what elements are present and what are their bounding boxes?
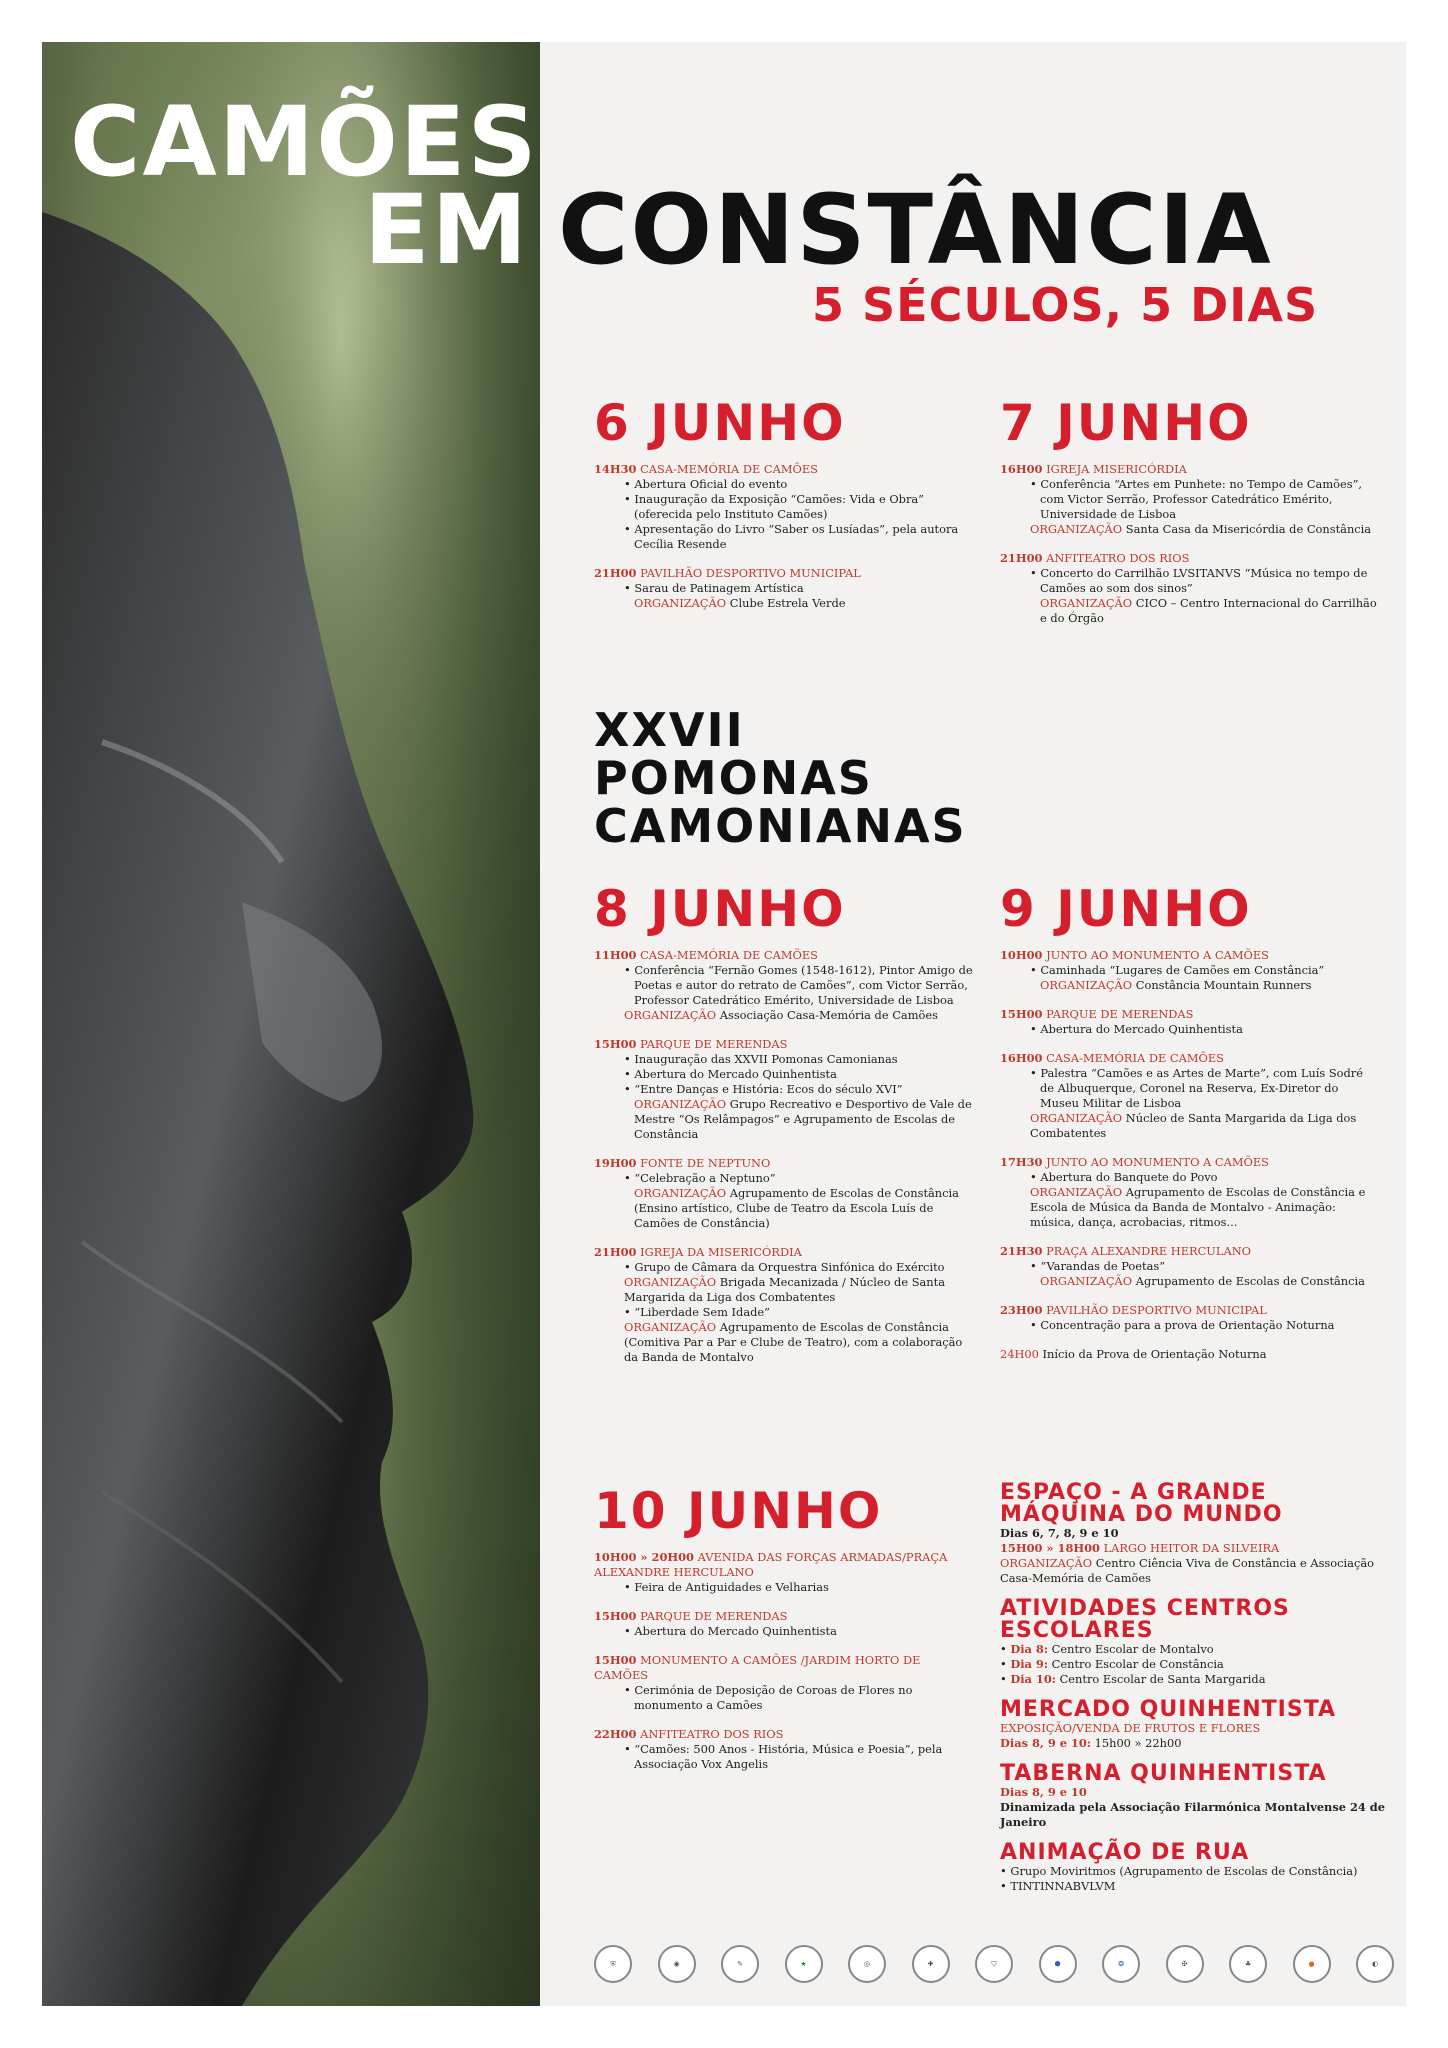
day-10-title: 10 JUNHO [594, 1482, 883, 1540]
event-time: 17H30 [1000, 1155, 1043, 1169]
day-10-events [594, 1550, 974, 1786]
event-time: 10H00 [1000, 948, 1043, 962]
mercado-title: MERCADO QUINHENTISTA [1000, 1697, 1337, 1722]
event-time: 23H00 [1000, 1303, 1043, 1317]
event [594, 462, 974, 552]
atividades-item: • Dia 10: Centro Escolar de Santa Margarida [1000, 1672, 1266, 1686]
event-time: 16H00 [1000, 462, 1043, 476]
event-item: • Abertura Oficial do evento [594, 477, 974, 492]
event-place: PAVILHÃO DESPORTIVO MUNICIPAL [1046, 1303, 1267, 1317]
event [594, 566, 974, 611]
title-line-1: CAMÕES [70, 86, 539, 198]
event-place: PARQUE DE MERENDAS [640, 1609, 788, 1623]
title-line-2b: CONSTÂNCIA [558, 174, 1273, 286]
day-6-title: 6 JUNHO [594, 394, 846, 452]
event-time: 10H00 » 20H00 [594, 1550, 694, 1564]
event-item: • Inauguração das XXVII Pomonas Camonianas [594, 1052, 974, 1067]
event-time: 15H00 [594, 1037, 637, 1051]
event-item: • “Camões: 500 Anos - História, Música e Poesia”, pela Associação Vox Angelis [594, 1742, 974, 1772]
event-organization: ORGANIZAÇÃO Núcleo de Santa Margarida da Liga dos Combatentes [1030, 1111, 1357, 1140]
military-logo: ✠ [1166, 1945, 1204, 1983]
mercado-hours: 15h00 » 22h00 [1094, 1736, 1182, 1750]
cico-logo: ❂ [1102, 1945, 1140, 1983]
event-item: • Inauguração da Exposição “Camões: Vida e Obra” (oferecida pelo Instituto Camões) [594, 492, 974, 522]
event-item: • “Liberdade Sem Idade” [594, 1305, 974, 1320]
event-item: • Abertura do Mercado Quinhentista [594, 1067, 974, 1082]
event [594, 1550, 974, 1595]
event-time: 14H30 [594, 462, 637, 476]
event-item: • “Celebração a Neptuno” [594, 1171, 974, 1186]
estrela-verde-logo: ★ [785, 1945, 823, 1983]
event-time: 21H00 [594, 1245, 637, 1259]
event-text: Início da Prova de Orientação Noturna [1042, 1347, 1267, 1361]
santa-casa-logo: ✚ [912, 1945, 950, 1983]
pomonas-line-1: XXVII [594, 703, 745, 757]
pomonas-line-3: CAMONIANAS [594, 799, 967, 853]
day-7-events [1000, 462, 1380, 640]
event-organization: ORGANIZAÇÃO Clube Estrela Verde [634, 596, 846, 610]
event-time: 22H00 [594, 1727, 637, 1741]
subtitle: 5 SÉCULOS, 5 DIAS [812, 278, 1319, 332]
event [594, 1609, 974, 1639]
animacao-block [1000, 1842, 1390, 1894]
statue-illustration [42, 42, 540, 2006]
event-time: 21H00 [1000, 551, 1043, 565]
taberna-title: TABERNA QUINHENTISTA [1000, 1761, 1327, 1786]
event-time: 21H00 [594, 566, 637, 580]
event-organization: ORGANIZAÇÃO Agrupamento de Escolas de Constância e Escola de Música da Banda de Montalvo - Animação: música, dança, acrobacias, ritmos... [1030, 1185, 1366, 1229]
event-item: • Caminhada “Lugares de Camões em Constância” [1000, 963, 1380, 978]
espaco-title-2: MÁQUINA DO MUNDO [1000, 1502, 1283, 1527]
event-item: • Feira de Antiguidades e Velharias [594, 1580, 974, 1595]
event-time: 16H00 [1000, 1051, 1043, 1065]
event-organization: ORGANIZAÇÃO Constância Mountain Runners [1040, 978, 1312, 992]
event-organization: ORGANIZAÇÃO Agrupamento de Escolas de Constância (Comitiva Par a Par e Clube de Teatro), com a colaboração da Banda de Montalvo [624, 1320, 963, 1364]
event [1000, 1347, 1380, 1362]
event [1000, 1244, 1380, 1289]
event-item: • “Entre Danças e História: Ecos do século XVI” [594, 1082, 974, 1097]
mercado-days: Dias 8, 9 e 10: [1000, 1736, 1091, 1750]
pomonas-heading [594, 703, 967, 853]
espaco-time: 15H00 » 18H00 [1000, 1541, 1100, 1555]
event-organization: ORGANIZAÇÃO Agrupamento de Escolas de Constância (Ensino artístico, Clube de Teatro da Escola Luís de Camões de Constância) [634, 1186, 959, 1230]
event [594, 948, 974, 1023]
tree-logo: ♣ [1229, 1945, 1267, 1983]
event [594, 1156, 974, 1231]
event [594, 1727, 974, 1772]
espaco-title-1: ESPAÇO - A GRANDE [1000, 1480, 1267, 1505]
day-9-title: 9 JUNHO [1000, 880, 1252, 938]
animacao-title: ANIMAÇÃO DE RUA [1000, 1840, 1250, 1865]
mercado-block [1000, 1699, 1390, 1751]
event-place: JUNTO AO MONUMENTO A CAMÕES [1046, 948, 1269, 962]
event-place: JUNTO AO MONUMENTO A CAMÕES [1046, 1155, 1269, 1169]
event-place: FONTE DE NEPTUNO [640, 1156, 771, 1170]
ciencia-viva-logo: ◐ [1356, 1945, 1394, 1983]
shield-logo: ⬢ [1039, 1945, 1077, 1983]
event [1000, 1155, 1380, 1230]
event-place: PARQUE DE MERENDAS [1046, 1007, 1194, 1021]
event-item: • Cerimónia de Deposição de Coroas de Flores no monumento a Camões [594, 1683, 974, 1713]
event-time: 15H00 [594, 1609, 637, 1623]
event [594, 1245, 974, 1365]
day-8-title: 8 JUNHO [594, 880, 846, 938]
event-organization: ORGANIZAÇÃO Santa Casa da Misericórdia de Constância [1030, 522, 1372, 536]
casa-memoria-logo: ◉ [658, 1945, 696, 1983]
constancia-logo: ⛨ [594, 1945, 632, 1983]
animacao-item: • TINTINNABVLVM [1000, 1879, 1116, 1893]
event-item: • Concentração para a prova de Orientação Noturna [1000, 1318, 1380, 1333]
event-time: 24H00 [1000, 1347, 1039, 1361]
event-place: IGREJA DA MISERICÓRDIA [640, 1245, 802, 1259]
event-item: • Sarau de Patinagem Artística [594, 581, 974, 596]
event [1000, 1303, 1380, 1333]
event-item: • Abertura do Mercado Quinhentista [594, 1624, 974, 1639]
event-place: CASA-MEMÓRIA DE CAMÕES [640, 462, 818, 476]
event-organization: ORGANIZAÇÃO Agrupamento de Escolas de Constância [1040, 1274, 1365, 1288]
event-time: 15H00 [594, 1653, 637, 1667]
escola-logo: ◎ [848, 1945, 886, 1983]
event-place: PAVILHÃO DESPORTIVO MUNICIPAL [640, 566, 861, 580]
poster [42, 42, 1406, 2006]
espaco-days: Dias 6, 7, 8, 9 e 10 [1000, 1526, 1119, 1540]
event-organization: ORGANIZAÇÃO CICO – Centro Internacional do Carrilhão e do Órgão [1040, 596, 1377, 625]
taberna-days: Dias 8, 9 e 10 [1000, 1785, 1087, 1799]
espaco-place: LARGO HEITOR DA SILVEIRA [1103, 1541, 1280, 1555]
event-time: 21H30 [1000, 1244, 1043, 1258]
event [1000, 551, 1380, 626]
event-item: • Palestra “Camões e as Artes de Marte”, com Luís Sodré de Albuquerque, Coronel na Reserva, Ex-Diretor do Museu Militar de Lisboa [1000, 1066, 1380, 1111]
mercado-subtitle: EXPOSIÇÃO/VENDA DE FRUTOS E FLORES [1000, 1721, 1261, 1735]
event-place: PRAÇA ALEXANDRE HERCULANO [1046, 1244, 1252, 1258]
pomonas-line-2: POMONAS [594, 751, 873, 805]
event-organization: ORGANIZAÇÃO Grupo Recreativo e Desportivo de Vale de Mestre “Os Relâmpagos” e Agrupamento de Escolas de Constância [634, 1097, 972, 1141]
event-place: IGREJA MISERICÓRDIA [1046, 462, 1187, 476]
event-time: 15H00 [1000, 1007, 1043, 1021]
event-item: • Abertura do Mercado Quinhentista [1000, 1022, 1380, 1037]
event-place: AVENIDA DAS FORÇAS ARMADAS/PRAÇA ALEXANDRE HERCULANO [594, 1550, 948, 1579]
event-item: • Apresentação do Livro “Saber os Lusíadas”, pela autora Cecília Resende [594, 522, 974, 552]
taberna-text: Dinamizada pela Associação Filarmónica Montalvense 24 de Janeiro [1000, 1800, 1385, 1829]
event-place: ANFITEATRO DOS RIOS [640, 1727, 784, 1741]
taberna-block [1000, 1763, 1390, 1830]
event-organization: ORGANIZAÇÃO Brigada Mecanizada / Núcleo de Santa Margarida da Liga dos Combatentes [624, 1275, 946, 1304]
agrupamento-logo: ✎ [721, 1945, 759, 1983]
event-place: CASA-MEMÓRIA DE CAMÕES [640, 948, 818, 962]
event-place: ANFITEATRO DOS RIOS [1046, 551, 1190, 565]
event-place: PARQUE DE MERENDAS [640, 1037, 788, 1051]
event-organization: ORGANIZAÇÃO Associação Casa-Memória de Camões [624, 1008, 938, 1022]
partner-logos [594, 1942, 1394, 1986]
animacao-item: • Grupo Moviritmos (Agrupamento de Escolas de Constância) [1000, 1864, 1358, 1878]
title-line-2a: EM [364, 174, 530, 286]
camoes-statue-photo [42, 42, 540, 2006]
event-item: • Conferência “Artes em Punhete: no Tempo de Camões”, com Victor Serrão, Professor Catedrático Emérito, Universidade de Lisboa [1000, 477, 1380, 522]
event [1000, 948, 1380, 993]
day-6-events [594, 462, 974, 625]
event-time: 11H00 [594, 948, 637, 962]
day-9-events [1000, 948, 1380, 1376]
event [1000, 1051, 1380, 1141]
espaco-organization: ORGANIZAÇÃO Centro Ciência Viva de Constância e Associação Casa-Memória de Camões [1000, 1556, 1374, 1585]
atividades-item: • Dia 9: Centro Escolar de Constância [1000, 1657, 1224, 1671]
atividades-block [1000, 1598, 1390, 1687]
event [594, 1653, 974, 1713]
event-item: • Conferência “Fernão Gomes (1548-1612), Pintor Amigo de Poetas e autor do retrato de Camões”, com Victor Serrão, Professor Catedrático Emérito, Universidade de Lisboa [594, 963, 974, 1008]
event-item: • Abertura do Banquete do Povo [1000, 1170, 1380, 1185]
atividades-title-1: ATIVIDADES CENTROS [1000, 1596, 1290, 1621]
espaco-block [1000, 1482, 1390, 1586]
event-place: MONUMENTO A CAMÕES /JARDIM HORTO DE CAMÕES [594, 1653, 921, 1682]
event [1000, 1007, 1380, 1037]
orange-logo: ● [1293, 1945, 1331, 1983]
side-activities [1000, 1482, 1390, 1906]
day-8-events [594, 948, 974, 1379]
event-item: • “Varandas de Poetas” [1000, 1259, 1380, 1274]
atividades-title-2: ESCOLARES [1000, 1618, 1154, 1643]
liga-logo: ⛉ [975, 1945, 1013, 1983]
event-place: CASA-MEMÓRIA DE CAMÕES [1046, 1051, 1224, 1065]
event [1000, 462, 1380, 537]
atividades-item: • Dia 8: Centro Escolar de Montalvo [1000, 1642, 1214, 1656]
event-item: • Concerto do Carrilhão LVSITANVS “Música no tempo de Camões ao som dos sinos” [1000, 566, 1380, 596]
event [594, 1037, 974, 1142]
event-item: • Grupo de Câmara da Orquestra Sinfónica do Exército [594, 1260, 974, 1275]
day-7-title: 7 JUNHO [1000, 394, 1252, 452]
event-time: 19H00 [594, 1156, 637, 1170]
